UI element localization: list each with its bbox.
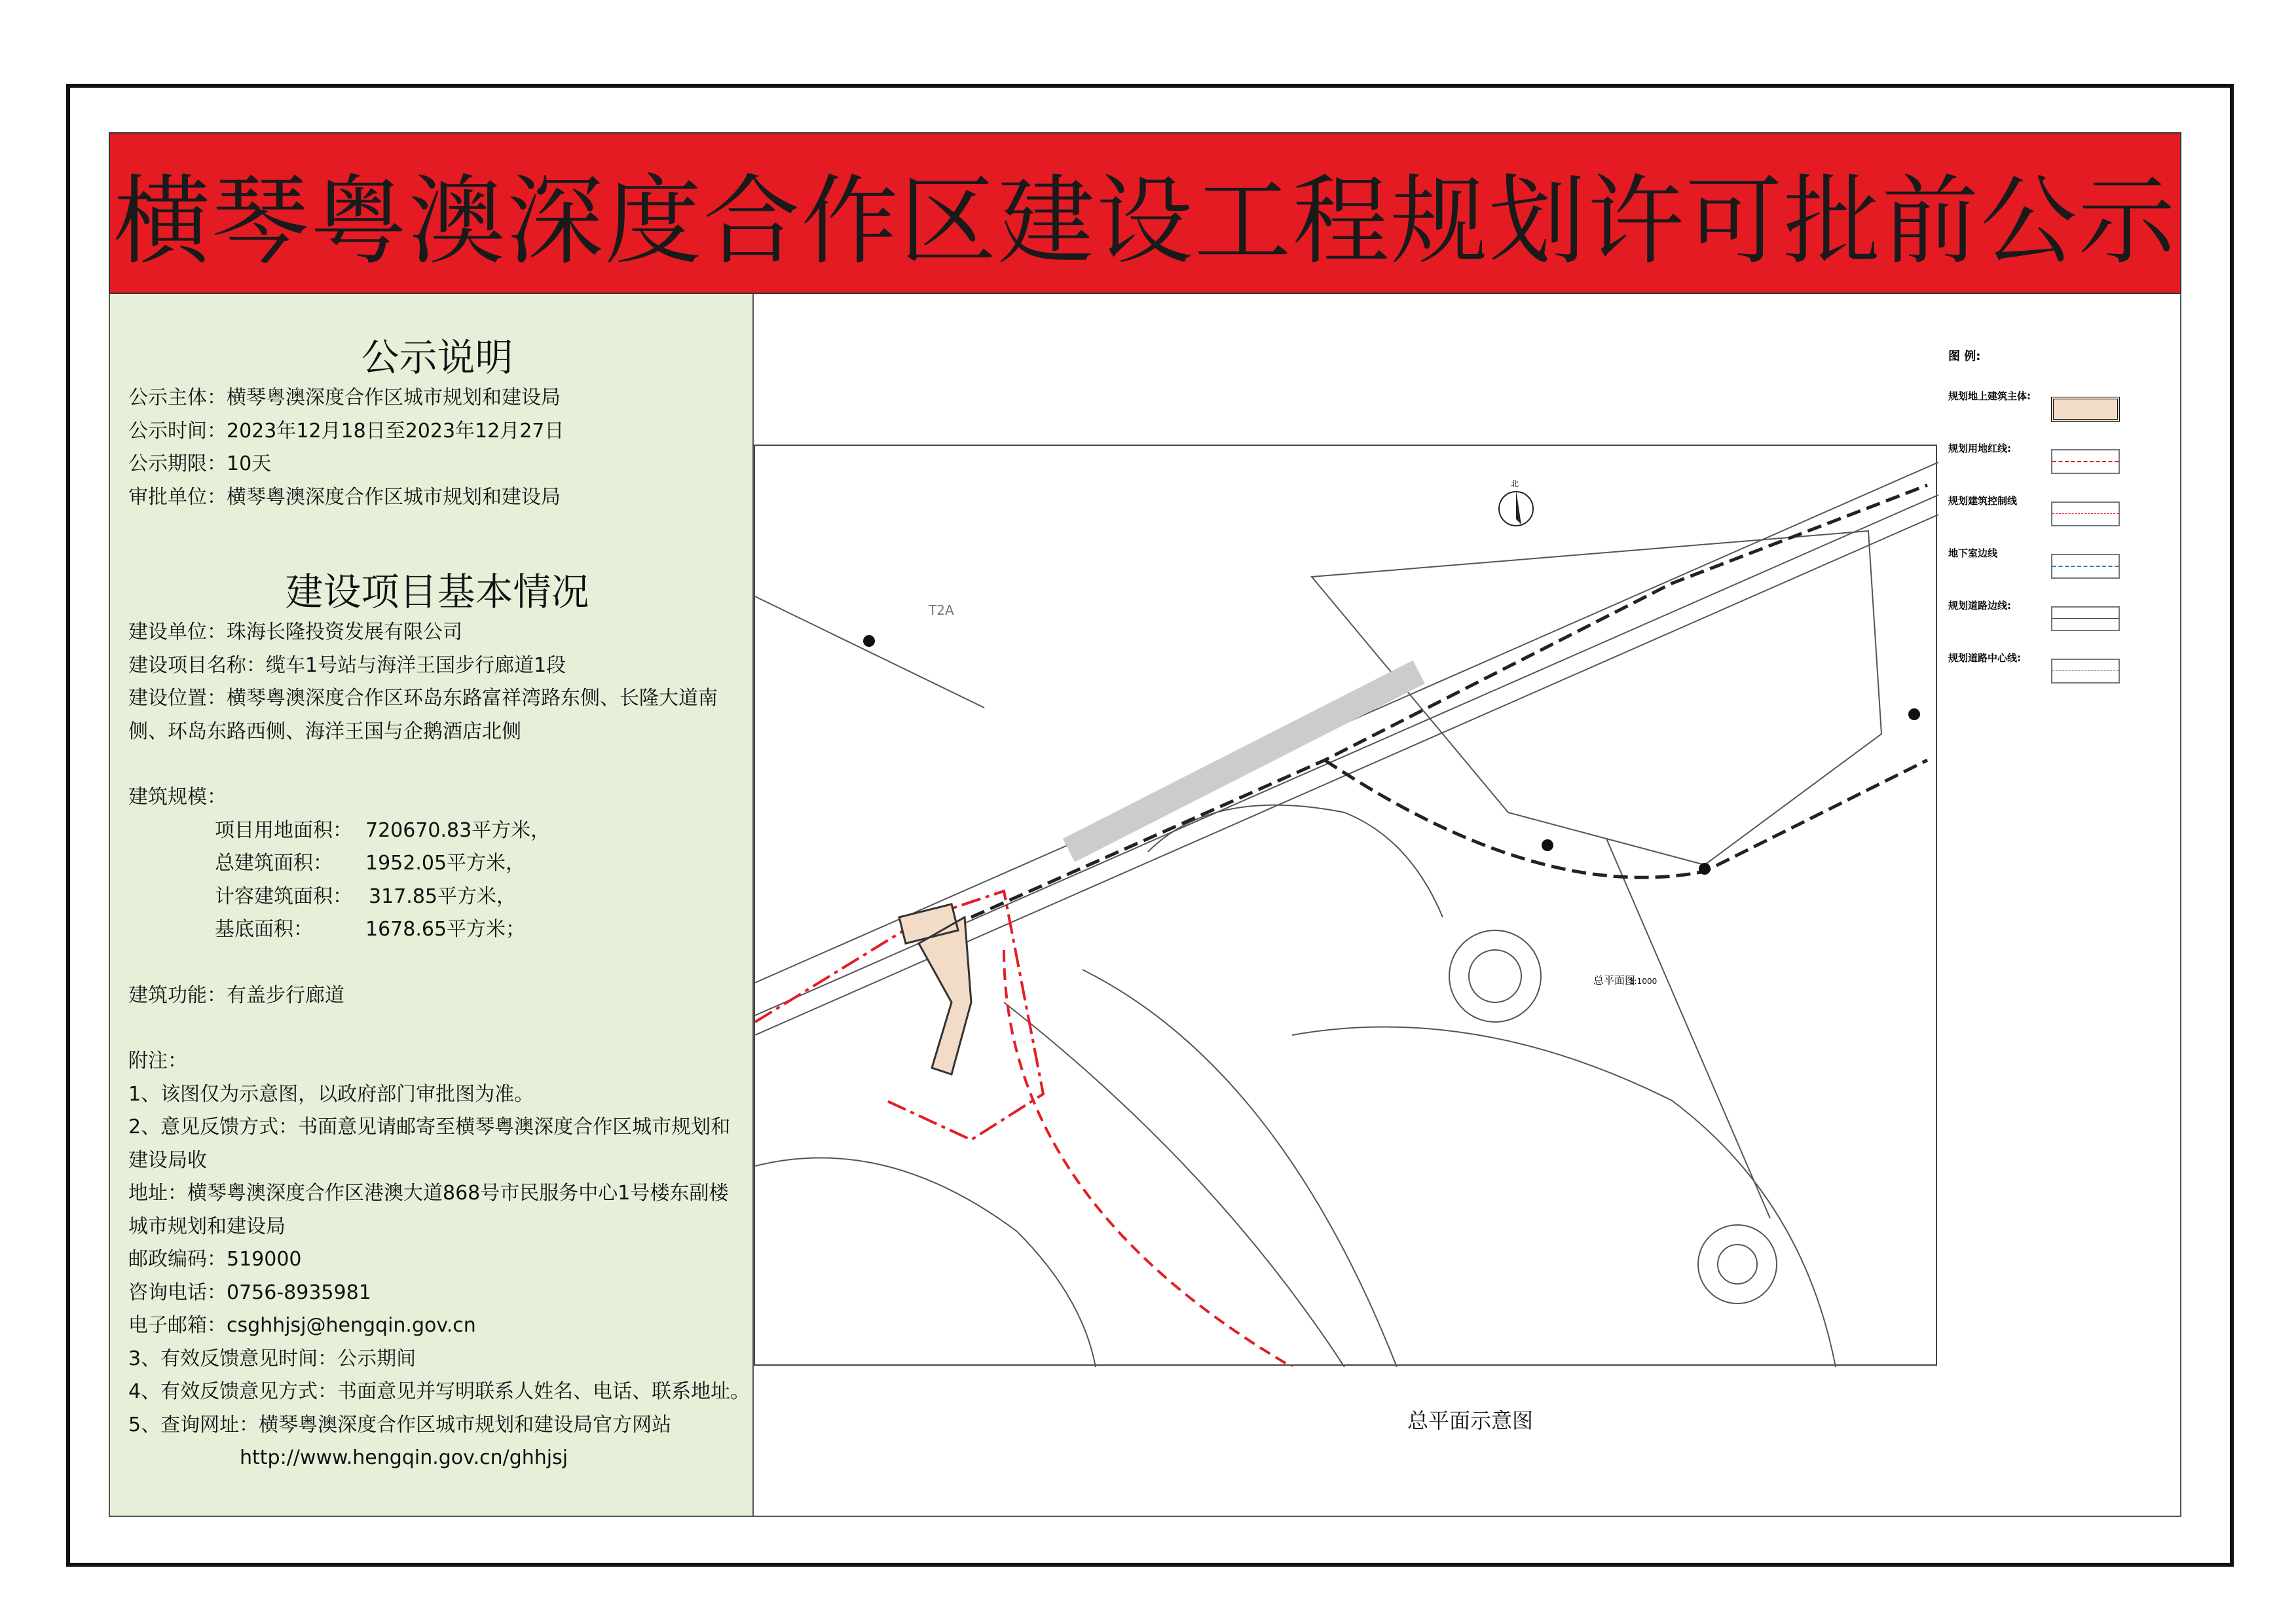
station-label: T2A: [929, 602, 954, 618]
svg-text:北: 北: [1511, 479, 1519, 488]
scale-row-label: 基底面积：: [215, 918, 313, 941]
scale-label: 建筑规模：: [128, 786, 227, 809]
legend-swatch-red-line: [2051, 449, 2120, 474]
notes-heading: 附注：: [128, 1049, 187, 1072]
note-address: 地址：横琴粤澳深度合作区港澳大道868号市民服务中心1号楼东副楼城市规划和建设局: [128, 1182, 729, 1238]
notice-duration: 公示期限：10天: [128, 452, 272, 475]
note-5: 5、查询网址：横琴粤澳深度合作区城市规划和建设局官方网站: [128, 1413, 672, 1436]
scale-row-label: 项目用地面积：: [215, 818, 352, 842]
notice-heading: 公示说明: [361, 335, 513, 380]
note-3: 3、有效反馈意见时间：公示期间: [128, 1347, 417, 1370]
site-plan-drawing: [755, 446, 1938, 1367]
note-phone: 咨询电话：0756-8935981: [128, 1281, 371, 1304]
note-email: 电子邮箱：csghhjsj@hengqin.gov.cn: [128, 1314, 476, 1337]
site-plan: [754, 445, 1937, 1366]
project-location: 建设位置：横琴粤澳深度合作区环岛东路富祥湾路东侧、长隆大道南侧、环岛东路西侧、海洋王国与企鹅酒店北侧: [128, 687, 718, 743]
scale-row: [128, 913, 746, 947]
note-1: 1、该图仅为示意图，以政府部门审批图为准。: [128, 1082, 534, 1106]
legend-title: 图 例:: [1948, 350, 1981, 363]
project-heading: 建设项目基本情况: [285, 570, 589, 614]
project-name: 建设项目名称：缆车1号站与海洋王国步行廊道1段: [128, 653, 566, 677]
scale-row-value: 1952.05平方米，: [365, 852, 526, 875]
legend-swatch-control-line: [2051, 501, 2120, 526]
legend-label: 地下室边线: [1948, 547, 1998, 559]
legend-label: 规划建筑控制线: [1948, 495, 2018, 507]
project-unit: 建设单位：珠海长隆投资发展有限公司: [128, 621, 462, 644]
note-2: 2、意见反馈方式：书面意见请邮寄至横琴粤澳深度合作区城市规划和建设局收: [128, 1116, 731, 1172]
scale-row-label: 计容建筑面积：: [215, 884, 352, 908]
walkway-building: [1063, 661, 1425, 862]
project-function: 建筑功能：有盖步行廊道: [128, 983, 344, 1007]
corridor-line: [971, 485, 1927, 917]
notice-approver: 审批单位：横琴粤澳深度合作区城市规划和建设局: [128, 485, 561, 509]
scale-row: [128, 814, 746, 848]
info-panel: [109, 294, 754, 1517]
plan-title: 总平面图: [1593, 974, 1636, 987]
scale-row-label: 总建筑面积：: [215, 852, 333, 875]
legend-swatch-basement-line: [2051, 554, 2120, 579]
legend-item: [1948, 598, 2132, 651]
note-url[interactable]: http://www.hengqin.gov.cn/ghhjsj: [240, 1446, 568, 1469]
scale-row-value: 1678.65平方米；: [365, 918, 526, 941]
parking-lot: [1312, 531, 1881, 865]
scale-row: [128, 881, 746, 914]
legend-label: 规划道路边线:: [1948, 600, 2011, 611]
legend-swatch-road-edge: [2051, 606, 2120, 631]
plan-scale: 1:1000: [1629, 977, 1657, 986]
notice-period: 公示时间：2023年12月18日至2023年12月27日: [128, 419, 565, 443]
legend-item: [1948, 651, 2132, 703]
scale-row-value: 317.85平方米，: [369, 884, 516, 908]
legend-label: 规划道路中心线:: [1948, 652, 2021, 664]
legend-swatch-road-center: [2051, 659, 2120, 684]
legend: [1948, 347, 2132, 703]
legend-item: [1948, 389, 2132, 441]
legend-item: [1948, 546, 2132, 598]
legend-swatch-building: [2051, 397, 2120, 422]
planned-building: [899, 904, 971, 1074]
legend-label: 规划用地红线:: [1948, 443, 2011, 454]
scale-row: [128, 847, 746, 881]
scale-row-value: 720670.83平方米，: [365, 818, 551, 842]
notice-subject: 公示主体：横琴粤澳深度合作区城市规划和建设局: [128, 386, 561, 409]
north-arrow-icon: [1499, 479, 1533, 526]
note-postcode: 邮政编码：519000: [128, 1248, 302, 1271]
page-title: 横琴粤澳深度合作区建设工程规划许可批前公示: [113, 164, 2177, 278]
note-4: 4、有效反馈意见方式：书面意见并写明联系人姓名、电话、联系地址。: [128, 1380, 750, 1403]
title-banner: [109, 132, 2181, 294]
legend-item: [1948, 441, 2132, 494]
plan-caption: 总平面示意图: [1407, 1408, 1533, 1433]
legend-label: 规划地上建筑主体:: [1948, 390, 2031, 402]
legend-item: [1948, 494, 2132, 546]
